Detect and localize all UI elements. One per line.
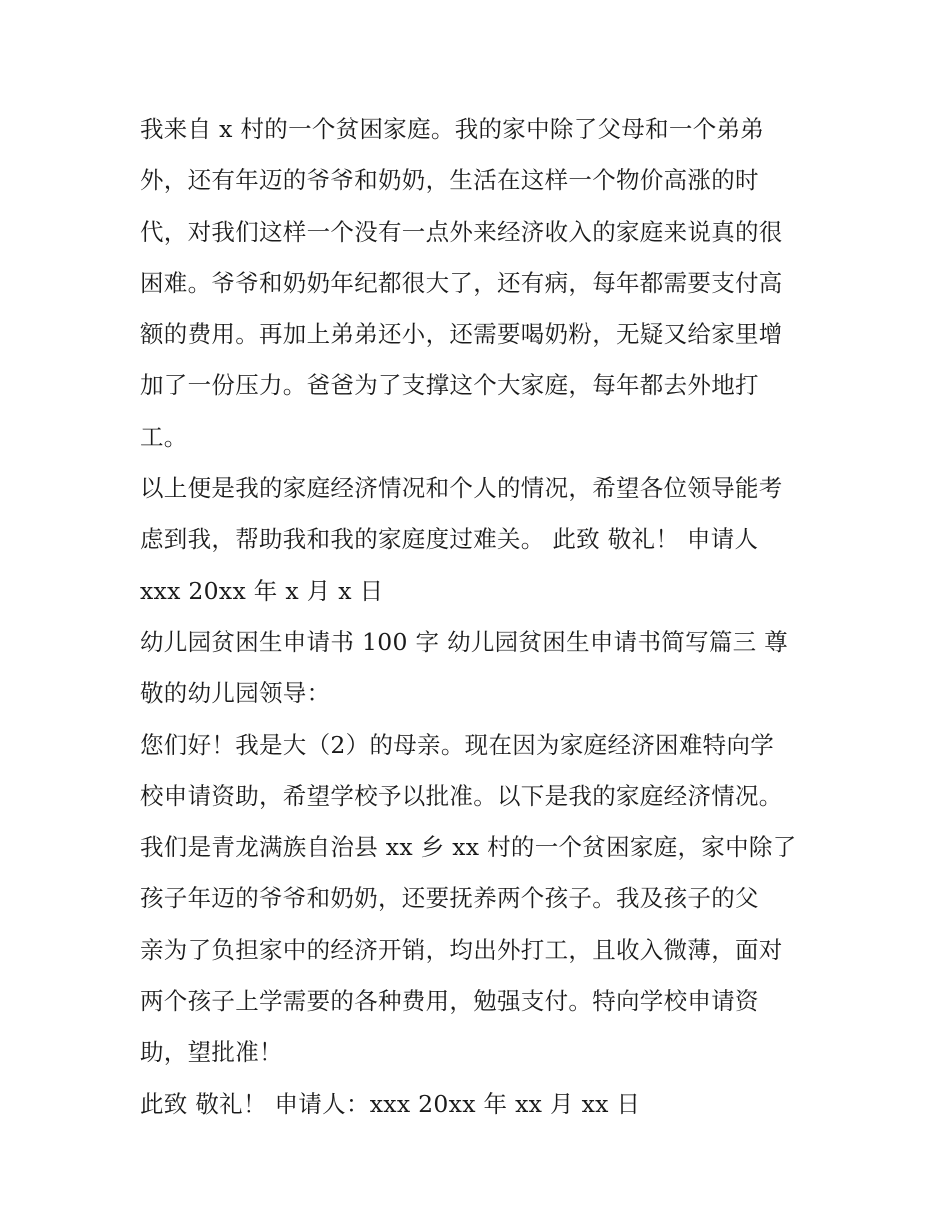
text-line: 虑到我，帮助我和我的家庭度过难关。 此致 敬礼！ 申请人: [140, 525, 759, 554]
text-line: 校申请资助，希望学校予以批准。以下是我的家庭经济情况。: [140, 781, 783, 810]
text-line: 困难。爷爷和奶奶年纪都很大了，还有病，每年都需要支付高: [140, 268, 783, 297]
text-line: 孩子年迈的爷爷和奶奶，还要抚养两个孩子。我及孩子的父: [140, 884, 759, 913]
text-line: 额的费用。再加上弟弟还小，还需要喝奶粉，无疑又给家里增: [140, 320, 783, 349]
text-line: 加了一份压力。爸爸为了支撑这个大家庭，每年都去外地打: [140, 371, 759, 400]
document-body: [140, 104, 830, 1130]
text-line: 您们好！我是大（2）的母亲。现在因为家庭经济困难特向学: [140, 730, 775, 759]
text-line: 敬的幼儿园领导：: [140, 679, 331, 708]
text-line: 幼儿园贫困生申请书 100 字 幼儿园贫困生申请书简写篇三 尊: [140, 627, 789, 656]
text-line: 代，对我们这样一个没有一点外来经济收入的家庭来说真的很: [140, 217, 783, 246]
text-line: 外，还有年迈的爷爷和奶奶，生活在这样一个物价高涨的时: [140, 166, 759, 195]
text-line: 此致 敬礼！ 申请人：xxx 20xx 年 xx 月 xx 日: [140, 1089, 641, 1118]
text-line: 以上便是我的家庭经济情况和个人的情况，希望各位领导能考: [140, 474, 783, 503]
text-line: xxx 20xx 年 x 月 x 日: [140, 576, 384, 605]
text-line: 两个孩子上学需要的各种费用，勉强支付。特向学校申请资: [140, 987, 759, 1016]
text-line: 工。: [140, 422, 188, 451]
text-line: 亲为了负担家中的经济开销，均出外打工，且收入微薄，面对: [140, 935, 783, 964]
text-line: 助，望批准！: [140, 1038, 283, 1067]
text-line: 我们是青龙满族自治县 xx 乡 xx 村的一个贫困家庭，家中除了: [140, 833, 797, 862]
text-line: 我来自 x 村的一个贫困家庭。我的家中除了父母和一个弟弟: [140, 115, 765, 143]
